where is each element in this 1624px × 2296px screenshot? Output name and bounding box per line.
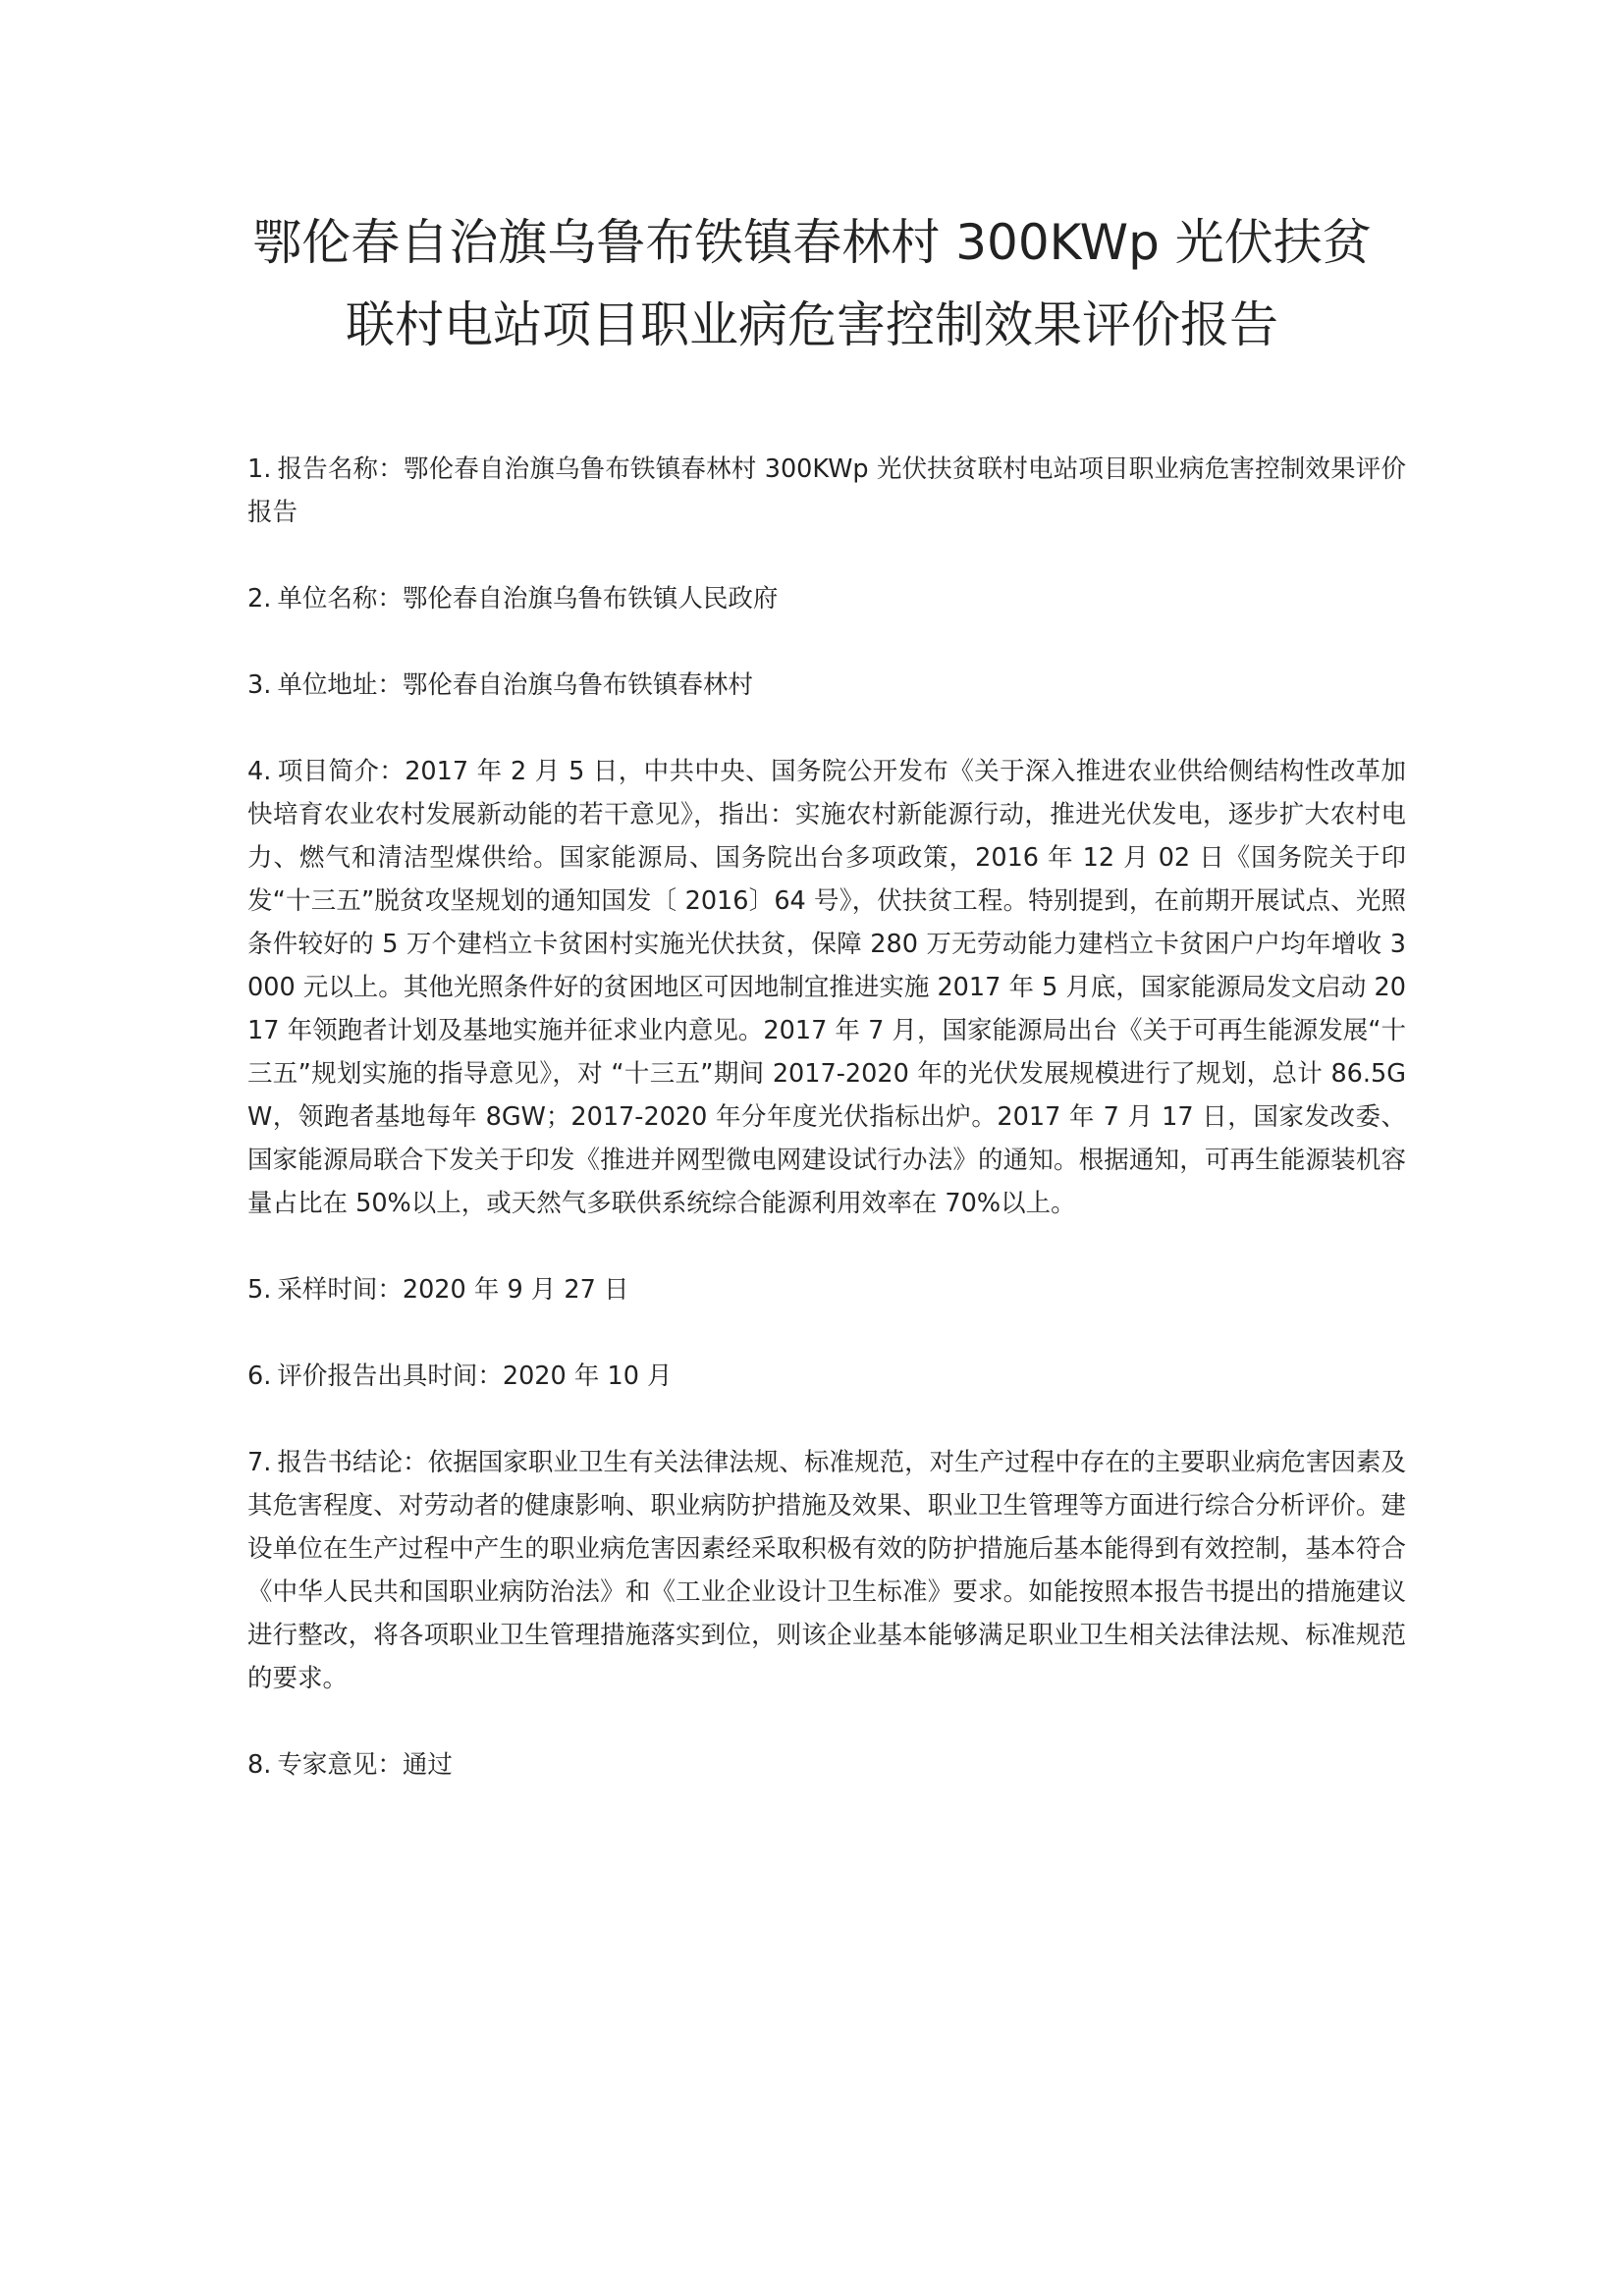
item-unit-address [247, 664, 1406, 707]
item-number: 1. [247, 454, 272, 484]
item-text: 2017 年 2 月 5 日，中共中央、国务院公开发布《关于深入推进农业供给侧结构性改革加快培育农业农村发展新动能的若干意见》，指出：实施农村新能源行动，推进光伏发电，逐步扩大农村电力、燃气和清洁型煤供给。国家能源局、国务院出台多项政策，2016 年 12 月 02 日《国务院关于印发“十三五”脱贫攻坚规划的通知国发〔 2016〕64 号》，伏扶贫工程。特别提到，在前期开展试点、光照条件较好的 5 万个建档立卡贫困村实施光伏扶贫，保障 280 万无劳动能力建档立卡贫困户户均年增收 3000 元以上。其他光照条件好的贫困地区可因地制宜推进实施 2017 年 5 月底，国家能源局发文启动 2017 年领跑者计划及基地实施并征求业内意见。2017 年 7 月，国家能源局出台《关于可再生能源发展“十三五”规划实施的指导意见》，对 “十三五”期间 2017-2020 年的光伏发展规模进行了规划，总计 86.5GW，领跑者基地每年 8GW；2017-2020 年分年度光伏指标出炉。2017 年 7 月 17 日，国家发改委、国家能源局联合下发关于印发《推进并网型微电网建设试行办法》的通知。根据通知，可再生能源装机容量占比在 50%以上，或天然气多联供系统综合能源利用效率在 70%以上。 [247, 757, 1407, 1218]
document-title: 鄂伦春自治旗乌鲁布铁镇春林村 300KWp 光伏扶贫联村电站项目职业病危害控制效果评价报告 [252, 214, 1372, 353]
document-body [247, 448, 1406, 1830]
item-number: 8. [247, 1750, 272, 1780]
item-label: 采样时间： [277, 1275, 403, 1305]
item-text: 依据国家职业卫生有关法律法规、标准规范，对生产过程中存在的主要职业病危害因素及其危害程度、对劳动者的健康影响、职业病防护措施及效果、职业卫生管理等方面进行综合分析评价。建设单位在生产过程中产生的职业病危害因素经采取积极有效的防护措施后基本能得到有效控制，基本符合《中华人民共和国职业病防治法》和《工业企业设计卫生标准》要求。如能按照本报告书提出的措施建议进行整改，将各项职业卫生管理措施落实到位，则该企业基本能够满足职业卫生相关法律法规、标准规范的要求。 [247, 1448, 1406, 1693]
item-label: 评价报告出具时间： [277, 1362, 503, 1391]
item-text: 2020 年 10 月 [502, 1362, 673, 1391]
item-report-conclusion [247, 1441, 1406, 1700]
item-sampling-time [247, 1268, 1406, 1311]
item-text: 通过 [402, 1750, 453, 1780]
item-expert-opinion [247, 1743, 1406, 1787]
item-project-summary [247, 750, 1406, 1225]
item-number: 6. [247, 1362, 272, 1391]
item-number: 3. [247, 670, 272, 700]
item-number: 4. [247, 757, 272, 786]
item-number: 5. [247, 1275, 272, 1305]
item-label: 报告书结论： [277, 1448, 428, 1477]
item-number: 2. [247, 584, 272, 614]
item-number: 7. [247, 1448, 272, 1477]
item-report-issue-time [247, 1355, 1406, 1398]
item-text: 鄂伦春自治旗乌鲁布铁镇人民政府 [402, 584, 779, 614]
item-label: 单位地址： [277, 670, 403, 700]
item-text: 2020 年 9 月 27 日 [402, 1275, 629, 1305]
item-label: 报告名称： [277, 454, 404, 484]
item-text: 鄂伦春自治旗乌鲁布铁镇春林村 [402, 670, 753, 700]
item-unit-name [247, 577, 1406, 620]
item-report-name [247, 448, 1406, 534]
item-text: 鄂伦春自治旗乌鲁布铁镇春林村 300KWp 光伏扶贫联村电站项目职业病危害控制效果评价报告 [247, 454, 1406, 527]
item-label: 专家意见： [277, 1750, 403, 1780]
item-label: 项目简介： [277, 757, 406, 786]
item-label: 单位名称： [277, 584, 403, 614]
